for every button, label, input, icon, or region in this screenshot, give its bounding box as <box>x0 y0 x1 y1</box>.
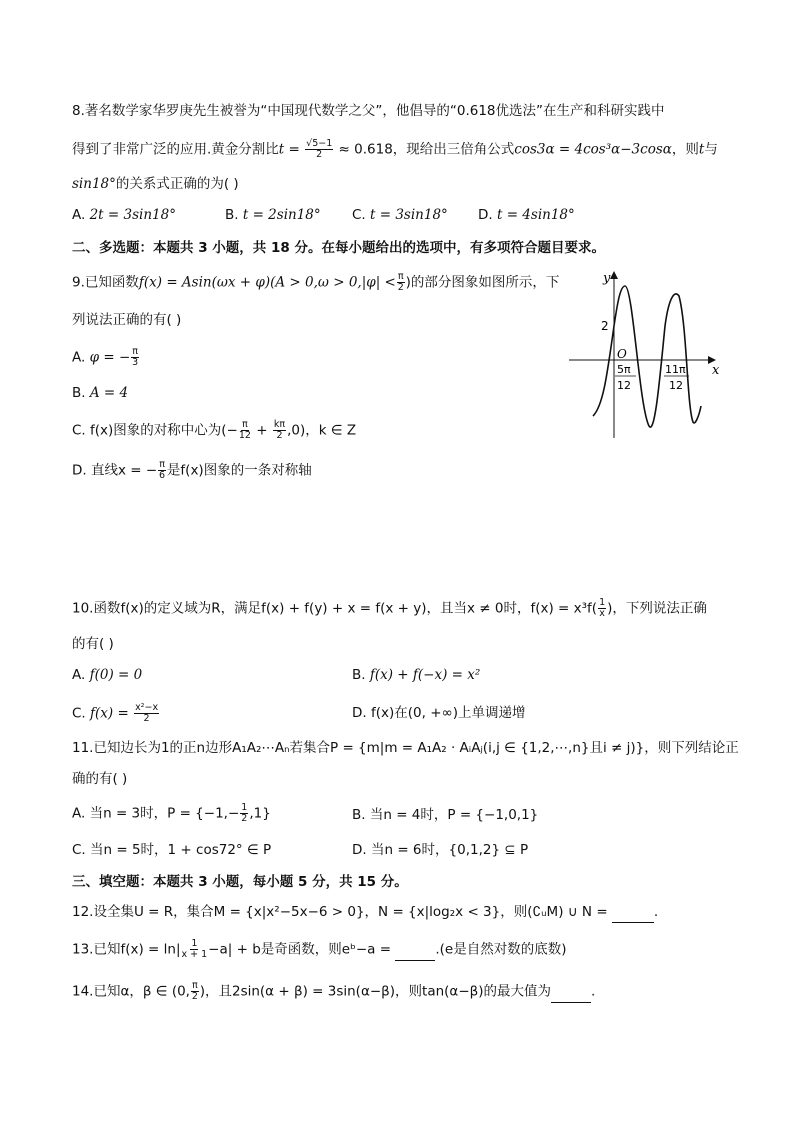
q11-option-c[interactable]: C. 当n = 5时，1 + cos72° ∈ P <box>72 842 272 858</box>
q9-option-d[interactable]: D. 直线x = − $\frac{\pi}{6}$ 是f(x)图象的一条对称轴 <box>72 459 312 481</box>
q12-answer-blank[interactable] <box>612 902 654 923</box>
q10-line1: 10.函数f(x)的定义域为R，满足f(x) + f(y) + x = f(x + y)，且当x ≠ 0时，f(x) = x³f( $\frac{1}{x}$ )，下列说法正确 <box>72 597 707 619</box>
y-axis-label: y <box>603 271 611 286</box>
tick-11pi-12-den: 12 <box>669 379 683 392</box>
q10-option-a[interactable]: A. f(0) = 0 <box>72 667 143 683</box>
tick-11pi-12-num: 11π <box>665 363 686 376</box>
q12-stem: 12.设全集U = R，集合M = {x|x²−5x−6 > 0}，N = {x|log₂x < 3}，则(∁ᵤM) ∪ N = . <box>72 902 658 923</box>
y-tick-2: 2 <box>601 319 609 333</box>
q9-option-a[interactable]: A. φ = − $\frac{\pi}{3}$ <box>72 346 139 368</box>
q14-stem: 14.已知α，β ∈ (0, $\frac{\pi}{2}$ )，且2sin(α + β) = 3sin(α−β)，则tan(α−β)的最大值为 . <box>72 980 596 1002</box>
q8-option-b[interactable]: B. t = 2sin18° <box>225 207 321 223</box>
golden-ratio-fraction: $\frac{√5-1}{2}$ <box>306 138 333 160</box>
q9-option-c[interactable]: C. f(x)图象的对称中心为(− $\frac{\pi}{12}$ + $\frac{k\pi}{2}$ ,0)，k ∈ Z <box>72 419 357 441</box>
q11-option-b[interactable]: B. 当n = 4时，P = {−1,0,1} <box>352 807 539 823</box>
q8-line3: sin18°的关系式正确的为( ) <box>72 176 239 192</box>
sine-curve <box>593 286 701 427</box>
tick-5pi-12-num: 5π <box>617 363 631 376</box>
tick-5pi-12-den: 12 <box>617 379 631 392</box>
q11-option-d[interactable]: D. 当n = 6时，{0,1,2} ⊆ P <box>352 842 529 858</box>
q11-line2: 确的有( ) <box>72 771 128 787</box>
q8-line1: 8.著名数学家华罗庚先生被誉为“中国现代数学之父”，他倡导的“0.618优选法”在生产和科研实践中 <box>72 103 665 119</box>
q8-line2: 得到了非常广泛的应用.黄金分割比t = $\frac{√5-1}{2}$ ≈ 0.618，现给出三倍角公式cos3α = 4cos³α−3cosα，则t与 <box>72 138 718 160</box>
x-axis-label: x <box>712 363 720 378</box>
section-3-heading: 三、填空题：本题共 3 小题，每小题 5 分，共 15 分。 <box>72 874 408 890</box>
q9-line2: 列说法正确的有( ) <box>72 312 182 328</box>
q8-option-c[interactable]: C. t = 3sin18° <box>352 207 448 223</box>
q10-option-d[interactable]: D. f(x)在(0, +∞)上单调递增 <box>352 705 526 721</box>
q11-line1: 11.已知边长为1的正n边形A₁A₂⋯Aₙ若集合P = {m|m = A₁A₂ · AᵢAⱼ(i,j ∈ {1,2,⋯,n}且i ≠ j)}，则下列结论正 <box>72 740 739 756</box>
q8-option-a[interactable]: A. 2t = 3sin18° <box>72 207 176 223</box>
section-2-heading: 二、多选题：本题共 3 小题，共 18 分。在每小题给出的选项中，有多项符合题目要求。 <box>72 240 605 256</box>
q9-stem: 9.已知函数f(x) = Asin(ωx + φ)(A > 0,ω > 0,|φ| < $\frac{\pi}{2}$ )的部分图象如图所示，下 <box>72 271 560 293</box>
q10-option-b[interactable]: B. f(x) + f(−x) = x² <box>352 667 481 683</box>
q10-option-c[interactable]: C. f(x) = $\frac{\text{x²−x}}{2}$ <box>72 702 159 724</box>
q8-option-d[interactable]: D. t = 4sin18° <box>478 207 575 223</box>
q14-answer-blank[interactable] <box>551 982 591 1003</box>
q10-line2: 的有( ) <box>72 636 114 652</box>
q13-stem: 13.已知f(x) = ln| $\frac{1}{x + 1}$ −a| + b是奇函数，则eᵇ−a = .(e是自然对数的底数) <box>72 938 567 960</box>
q13-answer-blank[interactable] <box>395 940 435 961</box>
sine-graph-figure <box>565 266 725 446</box>
q9-option-b[interactable]: B. A = 4 <box>72 385 129 401</box>
q11-option-a[interactable]: A. 当n = 3时，P = {−1,− $\frac{1}{2}$ ,1} <box>72 802 271 824</box>
origin-label: O <box>617 347 627 361</box>
